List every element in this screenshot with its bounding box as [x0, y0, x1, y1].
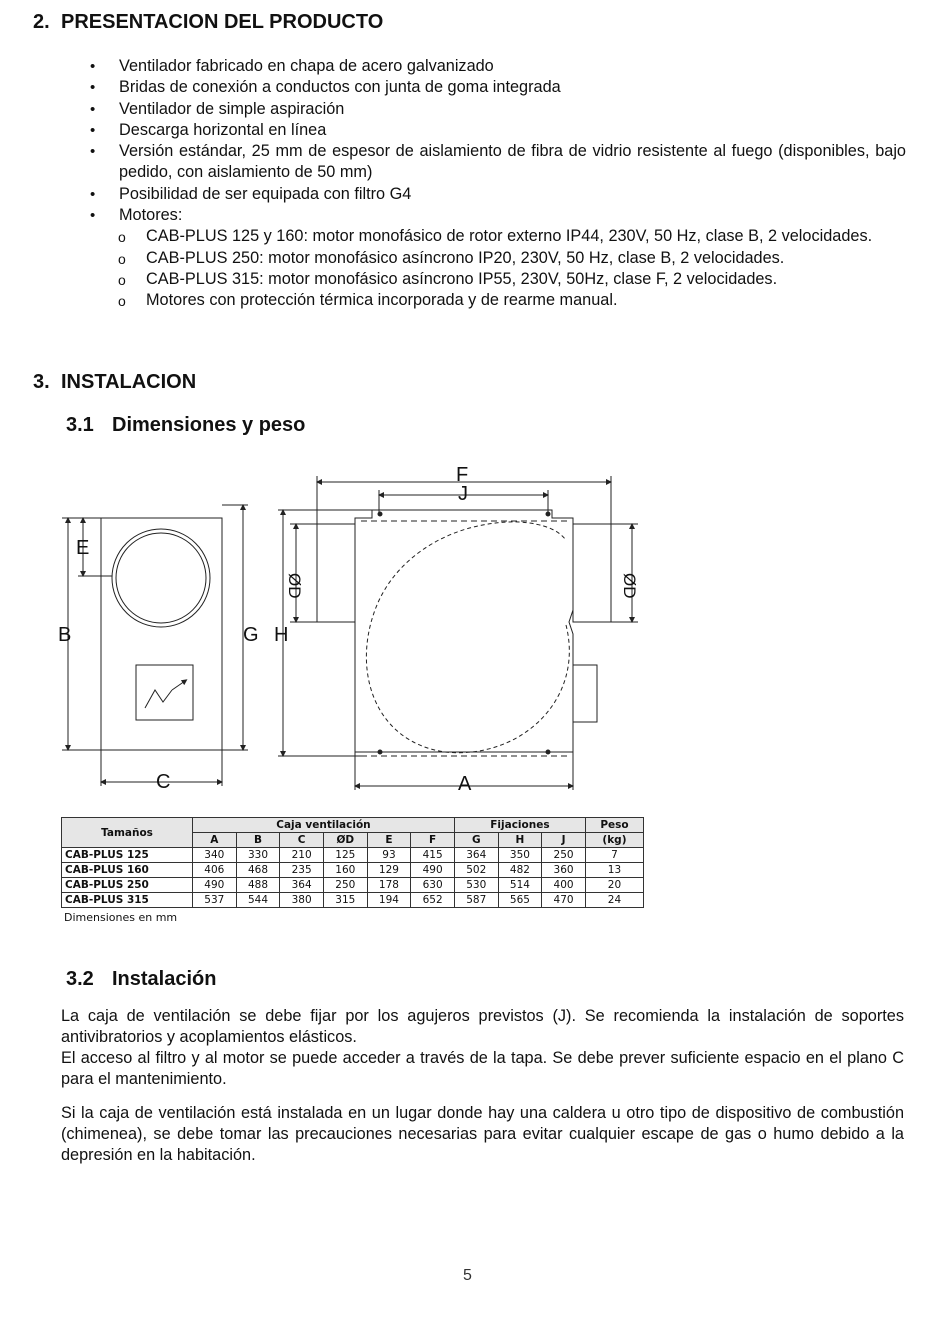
label-e: E: [76, 537, 90, 559]
section-3-2-heading: [66, 968, 216, 991]
list-item: • Bridas de conexión a conductos con junta de goma integrada: [88, 77, 906, 98]
col-header: H: [498, 833, 542, 848]
list-item: • Descarga horizontal en línea: [88, 120, 906, 141]
product-features-list: [88, 56, 906, 312]
list-item: • Posibilidad de ser equipada con filtro G4: [88, 184, 906, 205]
paragraph: La caja de ventilación se debe fijar por los agujeros previstos (J). Se recomienda la instalación de soportes antivibratorios y acoplamientos elásticos.: [61, 1007, 904, 1046]
section-title: INSTALACION: [61, 371, 197, 393]
col-header: ØD: [323, 833, 367, 848]
section-3-1-heading: [66, 414, 305, 437]
paragraph: Si la caja de ventilación está instalada en un lugar donde hay una caldera u otro tipo de dispositivo de combustión (chimenea), se debe tomar las precauciones necesarias para evitar cualquier escape de gas o humo debido a la depresión en la habitación.: [61, 1104, 904, 1164]
col-header: B: [236, 833, 280, 848]
table-row: CAB-PLUS 250 490 488 364 250 178 630 530 514 400 20: [62, 878, 644, 893]
panel-symbol: [145, 690, 172, 708]
motor-item: o CAB-PLUS 125 y 160: motor monofásico de rotor externo IP44, 230V, 50 Hz, clase B, 2 velocidades.: [88, 226, 906, 247]
label-od-left: ØD: [285, 573, 304, 599]
outlet-collar: [573, 524, 611, 622]
paragraph: El acceso al filtro y al motor se puede acceder a través de la tapa. Se debe prever suficiente espacio en el plano C para el mantenimiento.: [61, 1049, 904, 1088]
list-item: • Ventilador fabricado en chapa de acero galvanizado: [88, 56, 906, 77]
col-header: J: [542, 833, 586, 848]
motor-item: o Motores con protección térmica incorporada y de rearme manual.: [88, 290, 906, 311]
section-number: 3.2: [66, 968, 94, 990]
motors-list: [88, 226, 906, 311]
motor-item: o CAB-PLUS 315: motor monofásico asíncrono IP55, 230V, 50Hz, clase F, 2 velocidades.: [88, 269, 906, 290]
list-item-motors: [88, 205, 906, 311]
page-number: 5: [463, 1267, 472, 1284]
section-2-heading: [33, 11, 383, 34]
table-row: CAB-PLUS 125 340 330 210 125 93 415 364 350 250 7: [62, 848, 644, 863]
header-box: Caja ventilación: [193, 818, 455, 833]
header-sizes: Tamaños: [62, 818, 193, 848]
section-title: PRESENTACION DEL PRODUCTO: [61, 11, 384, 33]
section-3-heading: [33, 371, 196, 394]
list-item: • Ventilador de simple aspiración: [88, 99, 906, 120]
control-panel: [136, 665, 193, 720]
label-j: J: [458, 483, 468, 505]
label-c: C: [156, 771, 171, 793]
section-number: 2.: [33, 11, 50, 33]
col-header: C: [280, 833, 324, 848]
inlet-collar: [317, 524, 355, 622]
header-weight: Peso: [585, 818, 643, 833]
dimensions-drawing: [0, 455, 950, 800]
col-header: E: [367, 833, 411, 848]
table-note: Dimensiones en mm: [64, 911, 178, 924]
table-row: CAB-PLUS 160 406 468 235 160 129 490 502 482 360 13: [62, 863, 644, 878]
section-title: Instalación: [112, 968, 217, 990]
label-od-right: ØD: [620, 573, 639, 599]
header-weight-unit: (kg): [585, 833, 643, 848]
header-fixings: Fijaciones: [454, 818, 585, 833]
section-title: Dimensiones y peso: [112, 414, 306, 436]
label-a: A: [458, 773, 472, 795]
motor-item: o CAB-PLUS 250: motor monofásico asíncrono IP20, 230V, 50 Hz, clase B, 2 velocidades.: [88, 248, 906, 269]
label-b: B: [58, 624, 72, 646]
motors-label: Motores:: [119, 206, 183, 225]
inlet-circle: [112, 529, 210, 627]
table-row: CAB-PLUS 315 537 544 380 315 194 652 587 565 470 24: [62, 893, 644, 908]
section-number: 3.1: [66, 414, 94, 436]
section-number: 3.: [33, 371, 50, 393]
label-f: F: [456, 464, 469, 486]
label-h: H: [274, 624, 289, 646]
impeller-outline: [366, 522, 569, 753]
col-header: F: [411, 833, 455, 848]
col-header: G: [454, 833, 498, 848]
front-view-box: [355, 510, 573, 752]
col-header: A: [193, 833, 237, 848]
dimensions-table: [61, 817, 644, 908]
list-item: • Versión estándar, 25 mm de espesor de aislamiento de fibra de vidrio resistente al fuego (disponibles, bajo pedido, con aislamiento de 50 mm): [88, 141, 906, 184]
label-g: G: [243, 624, 259, 646]
motor-housing: [573, 665, 597, 722]
